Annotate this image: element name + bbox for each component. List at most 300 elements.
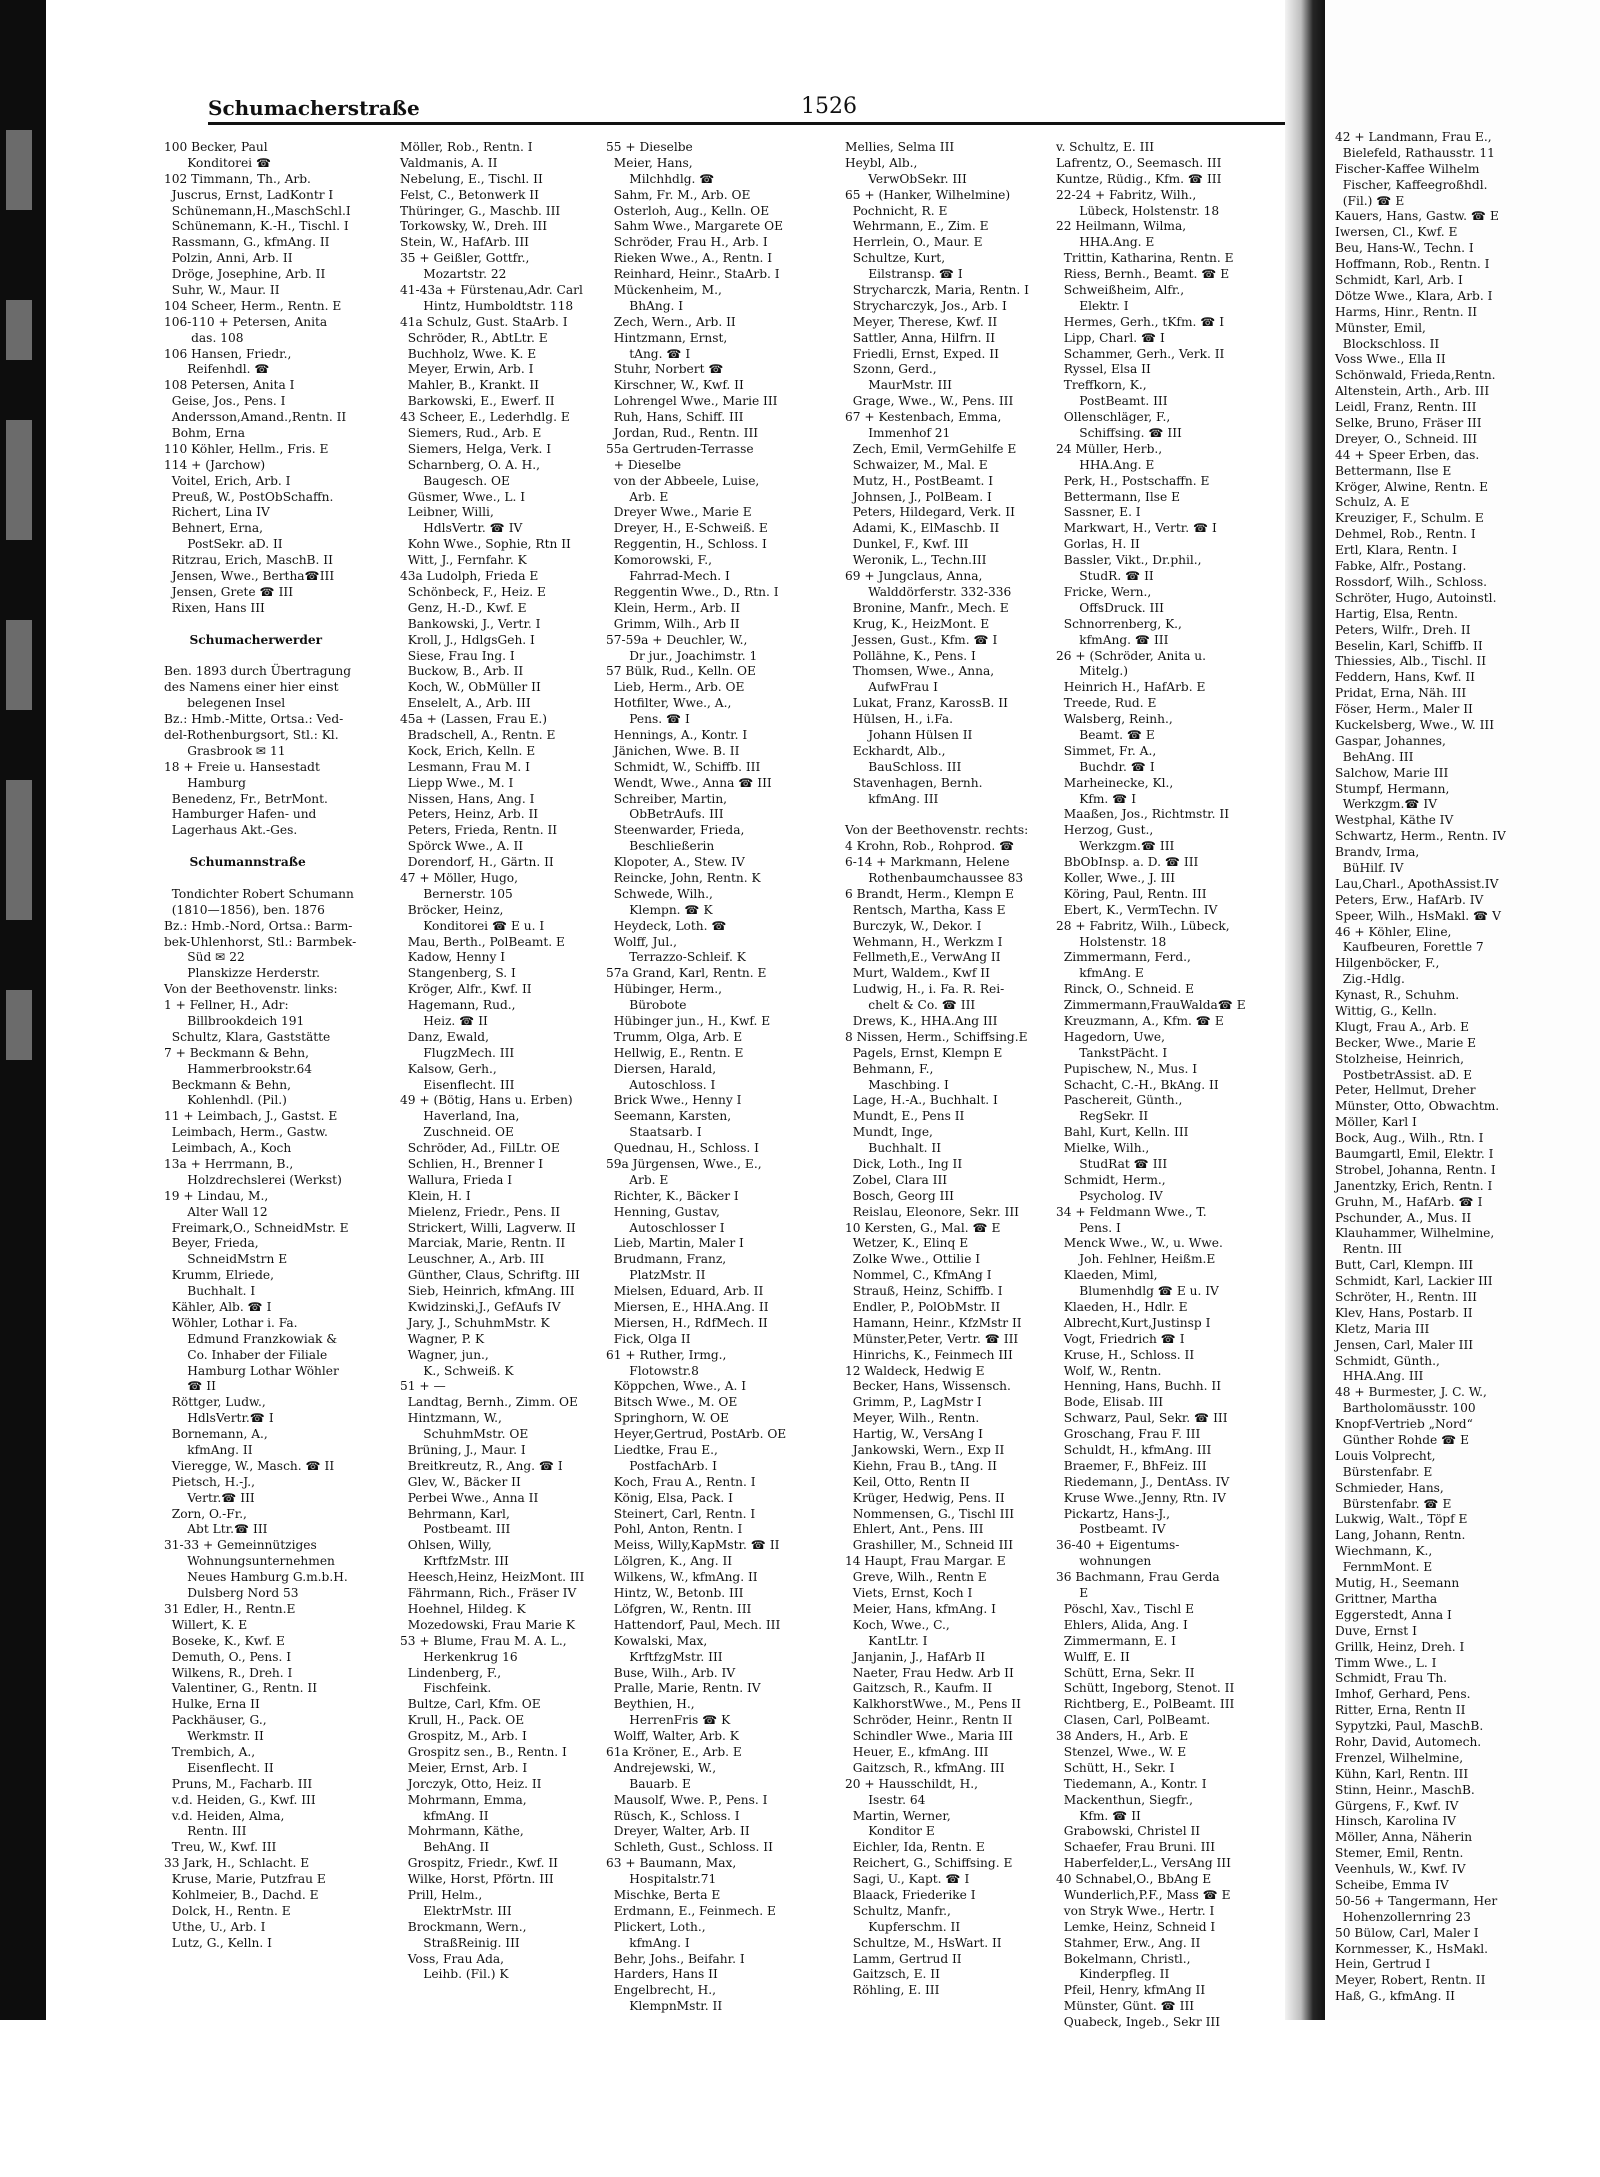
directory-entry-line: Holzdrechslerei (Werkst): [164, 1172, 342, 1187]
directory-entry-line: [164, 839, 394, 855]
directory-entry-line: 40 Schnabel,O., BbAng E: [1056, 1872, 1212, 1887]
directory-entry-line: Bartholomäusstr. 100: [1335, 1401, 1476, 1416]
directory-entry-line: Bassler, Vikt., Dr.phil.,: [1056, 553, 1202, 568]
directory-entry-line: Pickartz, Hans-J.,: [1056, 1506, 1171, 1521]
directory-entry-line: Reggentin, H., Schloss. I: [606, 537, 767, 552]
scan-artifact: [6, 620, 32, 710]
directory-entry-line: Walddörferstr. 332-336: [845, 584, 1012, 599]
directory-entry-line: kfmAng. III: [845, 791, 939, 806]
directory-entry-line: wohnungen: [1056, 1554, 1152, 1569]
directory-entry-line: Hein, Gertrud I: [1335, 1957, 1431, 1972]
directory-entry-line: + Dieselbe: [606, 457, 682, 472]
directory-entry-line: Brockmann, Wern.,: [400, 1919, 527, 1934]
directory-entry-line: Timm Wwe., L. I: [1335, 1655, 1437, 1670]
directory-entry-line: Hübinger, Herm.,: [606, 982, 722, 997]
directory-entry-line: Koch, Frau A., Rentn. I: [606, 1474, 756, 1489]
directory-entry-line: Janjanin, J., HafArb II: [845, 1649, 986, 1664]
directory-entry-line: Von der Beethovenstr. rechts:: [845, 823, 1029, 838]
directory-entry-line: Bettermann, Ilse E: [1056, 489, 1180, 504]
directory-entry-line: Benedenz, Fr., BetrMont.: [164, 791, 328, 806]
directory-entry-line: PostfachArb. I: [606, 1458, 717, 1473]
directory-entry-line: Zimmermann,FrauWalda☎ E: [1056, 998, 1246, 1013]
directory-entry-line: Stemer, Emil, Rentn.: [1335, 1846, 1464, 1861]
directory-entry-line: Rohr, David, Automech.: [1335, 1734, 1482, 1749]
directory-entry-line: Heydeck, Loth. ☎: [606, 918, 727, 933]
directory-entry-line: Terrazzo-Schleif. K: [606, 950, 746, 965]
directory-entry-line: Vogt, Friedrich ☎ I: [1056, 1331, 1185, 1346]
directory-entry-line: Bankowski, J., Vertr. I: [400, 616, 541, 631]
directory-entry-line: Schlien, H., Brenner I: [400, 1157, 544, 1171]
directory-entry-line: Vieregge, W., Masch. ☎ II: [164, 1458, 335, 1473]
directory-entry-line: Plickert, Loth.,: [606, 1919, 706, 1934]
directory-entry-line: 4 Krohn, Rob., Rohprod. ☎: [845, 839, 1015, 854]
directory-entry-line: Leimbach, Herm., Gastw.: [164, 1125, 328, 1140]
directory-entry-line: Mitelg.): [1056, 664, 1129, 679]
directory-entry-line: Rentn. III: [164, 1824, 247, 1839]
directory-entry-line: Felst, C., Betonwerk II: [400, 187, 539, 202]
directory-entry-line: Dick, Loth., Ing II: [845, 1157, 963, 1171]
directory-entry-line: Lemke, Heinz, Schneid I: [1056, 1919, 1216, 1934]
directory-entry-line: Haberfelder,L., VersAng III: [1056, 1856, 1231, 1871]
directory-entry-line: Kroll, J., HdlgsGeh. I: [400, 632, 535, 647]
directory-entry-line: Szonn, Gerd.,: [845, 362, 937, 377]
directory-entry-line: BehAng. II: [400, 1840, 490, 1855]
header-rule: [208, 122, 1318, 125]
directory-entry-line: KrftfzMstr. III: [400, 1554, 509, 1569]
directory-entry-line: Kiehn, Frau B., tAng. II: [845, 1458, 997, 1473]
directory-entry-line: Bronine, Manfr., Mech. E: [845, 600, 1009, 615]
directory-entry-line: Klempn. ☎ K: [606, 902, 713, 917]
directory-entry-line: Scheibe, Emma IV: [1335, 1877, 1449, 1892]
directory-entry-line: Schwede, Wilh.,: [606, 886, 713, 901]
directory-entry-line: Hartig, Elsa, Rentn.: [1335, 606, 1458, 621]
directory-entry-line: Fellmeth,E., VerwAng II: [845, 950, 1001, 965]
directory-entry-line: Hintz, W., Betonb. III: [606, 1586, 744, 1601]
directory-entry-line: ElektrMstr. III: [400, 1903, 512, 1918]
directory-entry-line: Lukat, Franz, KarossB. II: [845, 696, 1008, 711]
directory-entry-line: 49 + (Bötig, Hans u. Erben): [400, 1093, 573, 1108]
directory-entry-line: Behr, Johs., Beifahr. I: [606, 1951, 745, 1966]
directory-entry-line: Herkenkrug 16: [400, 1649, 518, 1664]
directory-entry-line: Herrlein, O., Maur. E: [845, 235, 983, 250]
directory-entry-line: Schwarz, Paul, Sekr. ☎ III: [1056, 1411, 1228, 1426]
directory-entry-line: Schnorrenberg, K.,: [1056, 616, 1182, 631]
directory-entry-line: 63 + Baumann, Max,: [606, 1856, 737, 1871]
directory-entry-line: Gaitzsch, R., kfmAng. III: [845, 1760, 1005, 1775]
directory-entry-line: Reggentin Wwe., D., Rtn. I: [606, 584, 779, 599]
directory-entry-line: Schindler Wwe., Maria III: [845, 1729, 1013, 1744]
directory-entry-line: Glev, W., Bäcker II: [400, 1474, 521, 1489]
directory-entry-line: Klopoter, A., Stew. IV: [606, 855, 745, 870]
directory-entry-line: 47 + Möller, Hugo,: [400, 870, 519, 885]
directory-entry-line: Janentzky, Erich, Rentn. I: [1335, 1178, 1493, 1193]
directory-entry-line: 65 + (Hanker, Wilhelmine): [845, 187, 1011, 202]
directory-entry-line: Hülsen, H., i.Fa.: [845, 712, 953, 727]
directory-entry-line: Fricke, Wern.,: [1056, 584, 1152, 599]
directory-entry-line: BhAng. I: [606, 298, 684, 313]
directory-entry-line: Pagels, Ernst, Klempn E: [845, 1045, 1003, 1060]
directory-entry-line: Wehmann, H., Werkzm I: [845, 934, 1003, 949]
directory-entry-line: Bahl, Kurt, Kelln. III: [1056, 1125, 1189, 1140]
directory-entry-line: Bernerstr. 105: [400, 886, 513, 901]
directory-entry-line: Scharnberg, O. A. H.,: [400, 457, 541, 472]
directory-entry-line: Krüger, Hedwig, Pens. II: [845, 1490, 1005, 1505]
directory-entry-line: Nissen, Hans, Ang. I: [400, 791, 535, 806]
directory-entry-line: Klauhammer, Wilhelmine,: [1335, 1226, 1495, 1241]
directory-entry-line: SchuhmMstr. OE: [400, 1427, 529, 1442]
directory-entry-line: Lipp, Charl. ☎ I: [1056, 330, 1165, 345]
directory-entry-line: Schultz, Manfr.,: [845, 1903, 951, 1918]
directory-entry-line: Haß, G., kfmAng. II: [1335, 1989, 1455, 2004]
directory-entry-line: 6-14 + Markmann, Helene: [845, 855, 1010, 870]
directory-entry-line: Lesmann, Frau M. I: [400, 759, 530, 774]
directory-entry-line: Kuckelsberg, Wwe., W. III: [1335, 717, 1495, 732]
directory-entry-line: Mahler, B., Krankt. II: [400, 378, 539, 393]
directory-entry-line: HHA.Ang. III: [1335, 1369, 1424, 1384]
directory-entry-line: Hagedorn, Uwe,: [1056, 1029, 1166, 1044]
directory-entry-line: 22-24 + Fabritz, Wilh.,: [1056, 187, 1197, 202]
directory-entry-line: Peter, Hellmut, Dreher: [1335, 1083, 1476, 1098]
directory-entry-line: Leihb. (Fil.) K: [400, 1967, 509, 1982]
directory-entry-line: 67 + Kestenbach, Emma,: [845, 410, 1002, 425]
directory-entry-line: 28 + Fabritz, Wilh., Lübeck,: [1056, 918, 1230, 933]
directory-entry-line: Greve, Wilh., Rentn E: [845, 1570, 987, 1585]
directory-entry-line: Demuth, O., Pens. I: [164, 1649, 292, 1664]
directory-entry-line: Clasen, Carl, PolBeamt.: [1056, 1713, 1211, 1728]
directory-entry-line: Richter, K., Bäcker I: [606, 1188, 739, 1203]
directory-entry-line: Bradschell, A., Rentn. E: [400, 727, 556, 742]
directory-entry-line: Ritzrau, Erich, MaschB. II: [164, 553, 333, 568]
directory-entry-line: das. 108: [164, 330, 244, 345]
directory-entry-line: Heyer,Gertrud, PostArb. OE: [606, 1427, 787, 1442]
directory-entry-line: Tondichter Robert Schumann: [164, 886, 354, 901]
directory-entry-line: Fahrrad-Mech. I: [606, 569, 730, 584]
directory-entry-line: Grillk, Heinz, Dreh. I: [1335, 1639, 1465, 1654]
directory-entry-line: Schmidt, Günth.,: [1335, 1353, 1440, 1368]
directory-entry-line: Wöhler, Lothar i. Fa.: [164, 1315, 298, 1330]
directory-entry-line: Krug, K., HeizMont. E: [845, 616, 990, 631]
directory-entry-line: 22 Heilmann, Wilma,: [1056, 219, 1187, 234]
directory-entry-line: 48 + Burmester, J. C. W.,: [1335, 1385, 1487, 1400]
directory-entry-line: Landtag, Bernh., Zimm. OE: [400, 1395, 578, 1410]
directory-entry-line: Leibner, Willi,: [400, 505, 494, 520]
directory-entry-line: Dötze Wwe., Klara, Arb. I: [1335, 288, 1493, 303]
directory-entry-line: bek-Uhlenhorst, Stl.: Barmbek-: [164, 934, 357, 949]
directory-entry-line: RegSekr. II: [1056, 1109, 1149, 1124]
column-1: [164, 140, 394, 2010]
directory-entry-line: Schulz, A. E: [1335, 495, 1410, 510]
directory-entry-line: Klaeden, Miml,: [1056, 1268, 1158, 1283]
directory-entry-line: Ebert, K., VermTechn. IV: [1056, 902, 1218, 917]
directory-entry-line: Menck Wwe., W., u. Wwe.: [1056, 1236, 1223, 1251]
directory-entry-line: Beu, Hans-W., Techn. I: [1335, 241, 1474, 256]
directory-entry-line: Klugt, Frau A., Arb. E: [1335, 1019, 1470, 1034]
directory-entry-line: Bode, Elisab. III: [1056, 1395, 1164, 1410]
directory-entry-line: Lübeck, Holstenstr. 18: [1056, 203, 1220, 218]
directory-entry-line: 7 + Beckmann & Behn,: [164, 1045, 309, 1060]
directory-entry-line: Brüning, J., Maur. I: [400, 1443, 526, 1458]
directory-entry-line: Schweißheim, Alfr.,: [1056, 283, 1185, 298]
directory-entry-line: Buchdr. ☎ I: [1056, 759, 1155, 774]
directory-entry-line: 11 + Leimbach, J., Gastst. E: [164, 1109, 338, 1124]
directory-entry-line: Gaspar, Johannes,: [1335, 733, 1446, 748]
directory-entry-line: Voss Wwe., Ella II: [1335, 352, 1446, 367]
directory-entry-line: SchneidMstrn E: [164, 1252, 288, 1267]
directory-entry-line: K., Schweiß. K: [400, 1363, 514, 1378]
directory-entry-line: Selke, Bruno, Fräser III: [1335, 416, 1482, 431]
directory-entry-line: PostSekr. aD. II: [164, 537, 283, 552]
directory-entry-line: Leidl, Franz, Rentn. III: [1335, 400, 1477, 415]
directory-entry-line: Grospitz sen., B., Rentn. I: [400, 1744, 567, 1759]
directory-entry-line: BbObInsp. a. D. ☎ III: [1056, 855, 1199, 870]
directory-entry-line: ObBetrAufs. III: [606, 807, 724, 822]
directory-entry-line: Wohnungsunternehmen: [164, 1554, 335, 1569]
directory-entry-line: Markwart, H., Vertr. ☎ I: [1056, 521, 1217, 536]
directory-entry-line: Zolke Wwe., Ottilie I: [845, 1252, 981, 1267]
directory-entry-line: Föser, Herm., Maler II: [1335, 702, 1473, 717]
directory-entry-line: Beschließerin: [606, 839, 715, 854]
directory-entry-line: Münster, Otto, Obwachtm.: [1335, 1099, 1500, 1114]
directory-entry-line: Ollenschläger, F.,: [1056, 410, 1171, 425]
directory-entry-line: AufwFrau I: [845, 680, 938, 695]
directory-entry-line: Mischke, Berta E: [606, 1887, 721, 1902]
directory-entry-line: Vertr.☎ III: [164, 1490, 255, 1505]
directory-entry-line: Jänichen, Wwe. B. II: [606, 743, 740, 758]
directory-entry-line: StudRat ☎ III: [1056, 1157, 1168, 1171]
directory-entry-line: Hinrichs, K., Feinmech III: [845, 1347, 1013, 1362]
directory-entry-line: StudR. ☎ II: [1056, 569, 1154, 584]
directory-entry-line: Witt, J., Fernfahr. K: [400, 553, 527, 568]
directory-entry-line: 6 Brandt, Herm., Klempn E: [845, 886, 1015, 901]
directory-entry-line: Blumenhdlg ☎ E u. IV: [1056, 1284, 1219, 1299]
page-header: [158, 92, 1308, 122]
directory-entry-line: Enselelt, A., Arb. III: [400, 696, 531, 711]
directory-entry-line: Lindenberg, F.,: [400, 1665, 502, 1680]
directory-entry-line: Nommel, C., KfmAng I: [845, 1268, 992, 1283]
directory-entry-line: Hintzmann, Ernst,: [606, 330, 728, 345]
directory-entry-line: Reincke, John, Rentn. K: [606, 870, 761, 885]
directory-entry-line: Stinn, Heinr., MaschB.: [1335, 1782, 1475, 1797]
directory-entry-line: Peters, Heinz, Arb. II: [400, 807, 539, 822]
directory-entry-line: Friedli, Ernst, Exped. II: [845, 346, 999, 361]
directory-entry-line: Pruns, M., Facharb. III: [164, 1776, 313, 1791]
directory-entry-line: Kruse, Marie, Putzfrau E: [164, 1872, 326, 1887]
directory-entry-line: 55 + Dieselbe: [606, 140, 693, 154]
directory-entry-line: Hamburg: [164, 775, 246, 790]
directory-entry-line: Dunkel, F., Kwf. III: [845, 537, 969, 552]
directory-entry-line: Koch, Wwe., C.,: [845, 1617, 950, 1632]
directory-entry-line: Drews, K., HHA.Ang III: [845, 1013, 998, 1028]
directory-entry-line: FernmMont. E: [1335, 1560, 1433, 1575]
directory-entry-line: 106-110 + Petersen, Anita: [164, 314, 328, 329]
directory-entry-line: Salchow, Marie III: [1335, 765, 1449, 780]
directory-entry-line: Ehlers, Alida, Ang. I: [1056, 1617, 1188, 1632]
directory-entry-line: Köring, Paul, Rentn. III: [1056, 886, 1207, 901]
directory-entry-line: Schuldt, H., kfmAng. III: [1056, 1443, 1212, 1458]
directory-entry-line: PostBeamt. III: [1056, 394, 1168, 409]
directory-entry-line: 31 Edler, H., Rentn.E: [164, 1601, 296, 1616]
directory-entry-line: 61a Kröner, E., Arb. E: [606, 1744, 742, 1759]
directory-entry-line: Diersen, Harald,: [606, 1061, 717, 1076]
directory-entry-line: Kinderpfleg. II: [1056, 1967, 1170, 1982]
directory-entry-line: Röhling, E. III: [845, 1983, 940, 1998]
directory-entry-line: Riedemann, J., DentAss. IV: [1056, 1474, 1230, 1489]
directory-entry-line: 45a + (Lassen, Frau E.): [400, 712, 547, 727]
directory-entry-line: Löfgren, W., Rentn. III: [606, 1601, 752, 1616]
directory-entry-line: Ryssel, Elsa II: [1056, 362, 1151, 377]
directory-entry-line: Simmet, Fr. A.,: [1056, 743, 1157, 758]
directory-entry-line: 41-43a + Fürstenau,Adr. Carl: [400, 283, 583, 298]
directory-entry-line: Trumm, Olga, Arb. E: [606, 1029, 743, 1044]
directory-entry-line: Prill, Helm.,: [400, 1887, 483, 1902]
directory-entry-line: Eggerstedt, Anna I: [1335, 1607, 1452, 1622]
directory-entry-line: Pöschl, Xav., Tischl E: [1056, 1601, 1194, 1616]
directory-entry-line: Schröder, Ad., FilLtr. OE: [400, 1141, 560, 1156]
next-page-column: [1335, 130, 1600, 2004]
directory-entry-line: Haverland, Ina,: [400, 1109, 520, 1124]
directory-entry-line: Ritter, Erna, Rentn II: [1335, 1703, 1466, 1718]
scan-left-border: [0, 0, 46, 2020]
directory-entry-line: Stangenberg, S. I: [400, 966, 516, 981]
directory-entry-line: Westphal, Käthe IV: [1335, 813, 1454, 828]
directory-entry-line: [164, 871, 394, 887]
directory-entry-line: Jankowski, Wern., Exp II: [845, 1443, 1005, 1458]
directory-entry-line: Rixen, Hans III: [164, 600, 265, 615]
directory-entry-line: Buchhalt. I: [164, 1284, 256, 1299]
directory-entry-line: Voitel, Erich, Arb. I: [164, 473, 291, 488]
directory-entry-line: 13a + Herrmann, B.,: [164, 1157, 294, 1171]
directory-entry-line: Mackenthun, Siegfr.,: [1056, 1792, 1193, 1807]
directory-entry-line: Wittig, G., Kelln.: [1335, 1003, 1437, 1018]
directory-entry-line: MaurMstr. III: [845, 378, 952, 393]
directory-entry-line: Duve, Ernst I: [1335, 1623, 1417, 1638]
directory-entry-line: des Namens einer hier einst: [164, 680, 339, 695]
directory-entry-line: Spörck Wwe., A. II: [400, 839, 524, 854]
directory-entry-line: Siemers, Rud., Arb. E: [400, 426, 542, 441]
directory-entry-line: 46 + Köhler, Eline,: [1335, 924, 1452, 939]
directory-entry-line: v. Schultz, E. III: [1056, 140, 1155, 154]
directory-entry-line: Stavenhagen, Bernh.: [845, 775, 983, 790]
directory-entry-line: Hintzmann, W.,: [400, 1411, 502, 1426]
directory-entry-line: BüHilf. IV: [1335, 860, 1404, 875]
directory-entry-line: Fischer, Kaffeegroßhdl.: [1335, 177, 1488, 192]
directory-entry-line: Henning, Gustav,: [606, 1204, 720, 1219]
directory-entry-line: Martin, Werner,: [845, 1808, 951, 1823]
directory-entry-line: Lagerhaus Akt.-Ges.: [164, 823, 298, 838]
directory-entry-line: Jorczyk, Otto, Heiz. II: [400, 1776, 542, 1791]
directory-entry-line: Joh. Fehlner, Heißm.E: [1056, 1252, 1216, 1267]
directory-entry-line: Walsberg, Reinh.,: [1056, 712, 1173, 727]
directory-entry-line: HHA.Ang. E: [1056, 235, 1155, 250]
directory-entry-line: Hoffmann, Rob., Rentn. I: [1335, 257, 1490, 272]
directory-entry-line: 14 Haupt, Frau Margar. E: [845, 1554, 1006, 1569]
directory-entry-line: kfmAng. II: [400, 1808, 489, 1823]
directory-entry-line: Jessen, Gust., Kfm. ☎ I: [845, 632, 998, 647]
directory-entry-line: Brick Wwe., Henny I: [606, 1093, 742, 1108]
directory-entry-line: Stein, W., HafArb. III: [400, 235, 529, 250]
directory-entry-line: Pens. ☎ I: [606, 712, 690, 727]
directory-entry-line: Blaack, Friederike I: [845, 1887, 976, 1902]
directory-entry-line: Frenzel, Wilhelmine,: [1335, 1750, 1464, 1765]
directory-entry-line: Groschang, Frau F. III: [1056, 1427, 1201, 1442]
directory-entry-line: Dulsberg Nord 53: [164, 1586, 299, 1601]
directory-entry-line: Jordan, Rud., Rentn. III: [606, 426, 759, 441]
directory-entry-line: Eisenflecht. II: [164, 1760, 274, 1775]
directory-entry-line: Kohlenhdl. (Pil.): [164, 1093, 287, 1108]
directory-entry-line: Ben. 1893 durch Übertragung: [164, 664, 352, 679]
directory-entry-line: Pfeil, Henry, kfmAng II: [1056, 1983, 1206, 1998]
directory-entry-line: Hamburger Hafen- und: [164, 807, 317, 822]
directory-entry-line: (1810—1856), ben. 1876: [164, 902, 325, 917]
directory-entry-line: 104 Scheer, Herm., Rentn. E: [164, 298, 342, 313]
directory-entry-line: Schammer, Gerh., Verk. II: [1056, 346, 1225, 361]
directory-entry-line: Mozedowski, Frau Marie K: [400, 1617, 575, 1632]
directory-entry-line: Willert, K. E: [164, 1617, 248, 1632]
directory-entry-line: Lieb, Herm., Arb. OE: [606, 680, 745, 695]
directory-entry-line: Heiz. ☎ II: [400, 1013, 488, 1028]
scan-artifact: [6, 990, 32, 1060]
directory-entry-line: Fährmann, Rich., Fräser IV: [400, 1586, 577, 1601]
directory-entry-line: Barkowski, E., Ewerf. II: [400, 394, 555, 409]
directory-entry-line: Kohn Wwe., Sophie, Rtn II: [400, 537, 571, 552]
directory-entry-line: 44 + Speer Erben, das.: [1335, 447, 1480, 462]
directory-entry-line: 110 Köhler, Hellm., Fris. E: [164, 441, 329, 456]
directory-entry-line: Hoehnel, Hildeg. K: [400, 1601, 526, 1616]
directory-entry-line: Liepp Wwe., M. I: [400, 775, 514, 790]
directory-entry-line: Hamburg Lothar Wöhler: [164, 1363, 339, 1378]
directory-entry-line: Knopf-Vertrieb „Nord“: [1335, 1417, 1473, 1432]
directory-entry-line: Kähler, Alb. ☎ I: [164, 1300, 272, 1315]
directory-entry-line: Springhorn, W. OE: [606, 1411, 729, 1426]
directory-entry-line: KalkhorstWwe., M., Pens II: [845, 1697, 1021, 1712]
directory-entry-line: Kfm. ☎ I: [1056, 791, 1137, 806]
directory-entry-line: Osterloh, Aug., Kelln. OE: [606, 203, 770, 218]
directory-entry-line: 24 Müller, Herb.,: [1056, 441, 1163, 456]
directory-entry-line: Gruhn, M., HafArb. ☎ I: [1335, 1194, 1483, 1209]
directory-entry-line: Jary, J., SchuhmMstr. K: [400, 1315, 550, 1330]
directory-entry-line: Fischfeink.: [400, 1681, 492, 1696]
directory-entry-line: Miersen, H., RdfMech. II: [606, 1315, 768, 1330]
directory-entry-line: (Fil.) ☎ E: [1335, 193, 1405, 208]
directory-entry-line: Seemann, Karsten,: [606, 1109, 732, 1124]
directory-entry-line: Quednau, H., Schloss. I: [606, 1141, 759, 1156]
directory-entry-line: Lölgren, K., Ang. II: [606, 1554, 733, 1569]
directory-entry-line: Kröger, Alwine, Rentn. E: [1335, 479, 1488, 494]
directory-entry-line: Trembich, A.,: [164, 1744, 256, 1759]
directory-entry-line: Klein, Herm., Arb. II: [606, 600, 741, 615]
directory-entry-line: Wolff, Jul.,: [606, 934, 678, 949]
directory-entry-line: Perbei Wwe., Anna II: [400, 1490, 539, 1505]
directory-entry-line: Paschereit, Günth.,: [1056, 1093, 1183, 1108]
directory-entry-line: Gorlas, H. II: [1056, 537, 1140, 552]
directory-entry-line: Marheinecke, Kl.,: [1056, 775, 1174, 790]
street-title: Schumacherstraße: [208, 96, 420, 120]
directory-entry-line: v.d. Heiden, Alma,: [164, 1808, 285, 1823]
directory-entry-line: Hammerbrookstr.64: [164, 1061, 312, 1076]
directory-entry-line: Autoschloss. I: [606, 1077, 716, 1092]
directory-entry-line: Pens. I: [1056, 1220, 1121, 1235]
directory-entry-line: Wallura, Frieda I: [400, 1172, 513, 1187]
directory-entry-line: Hospitalstr.71: [606, 1872, 717, 1887]
directory-entry-line: Krull, H., Pack. OE: [400, 1713, 525, 1728]
directory-entry-line: 43a Ludolph, Frieda E: [400, 569, 539, 584]
directory-entry-line: Schütt, Ingeborg, Stenot. II: [1056, 1681, 1235, 1696]
directory-entry-line: Arb. E: [606, 489, 669, 504]
directory-entry-line: 36 Bachmann, Frau Gerda: [1056, 1570, 1220, 1585]
directory-entry-line: Wolf, W., Rentn.: [1056, 1363, 1162, 1378]
directory-entry-line: Grashiller, M., Schneid III: [845, 1538, 1014, 1553]
directory-entry-line: 53 + Blume, Frau M. A. L.,: [400, 1633, 567, 1648]
